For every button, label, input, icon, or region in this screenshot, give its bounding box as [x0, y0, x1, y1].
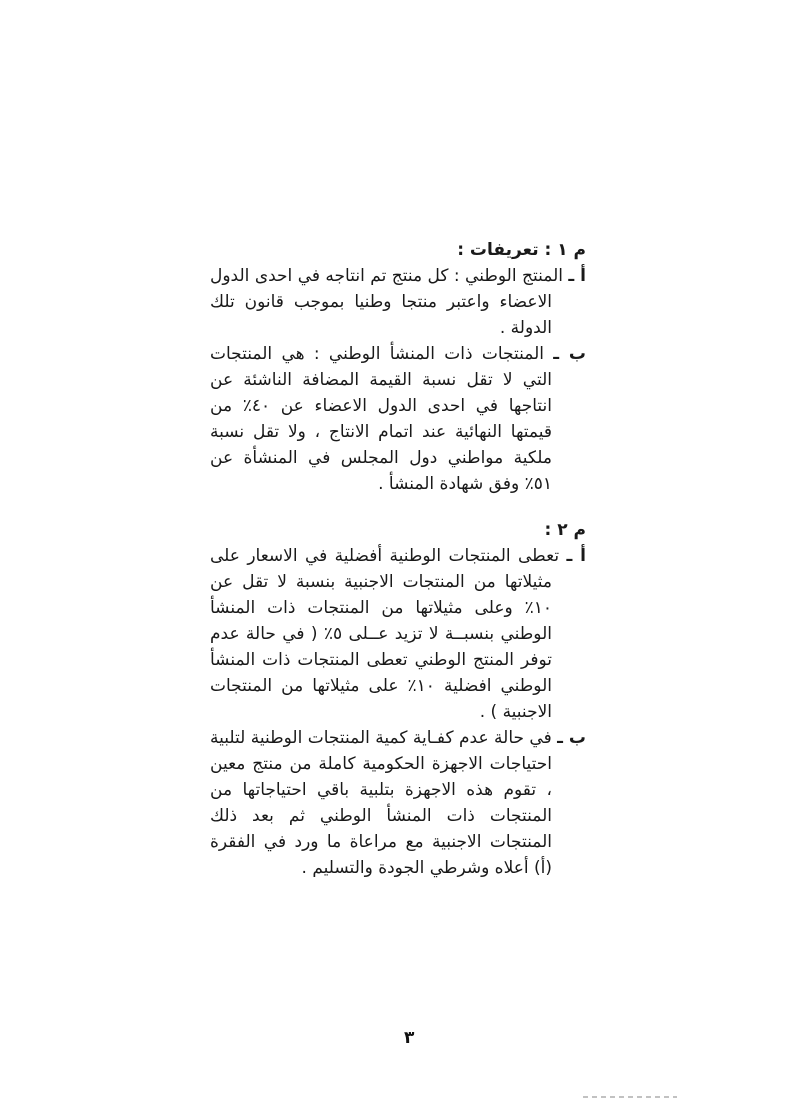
scan-artifact [583, 1096, 677, 1098]
item-text: المنتجات ذات المنشأ الوطني : هي المنتجات التي لا تقل نسبة القيمة المضافة الناشئة عن انتاجها في احدى الدول الاعضاء عن ٤٠٪ من قيمتها النهائية عند اتمام الانتاج ، ولا تقل نسبة ملكية مواطني دول المجلس في المنشأة عن ٥١٪ وفق شهادة المنشأ . [210, 344, 552, 494]
item-text: في حالة عدم كفـاية كمية المنتجات الوطنية لتلبية احتياجات الاجهزة الحكومية كاملة من منتج معين ، تقوم هذه الاجهزة بتلبية باقي احتياجاتها من المنتجات ذات المنشأ الوطني ثم بعد ذلك المنتجات الاجنبية مع مراعاة ما ورد في الفقرة (أ) أعلاه وشرطي الجودة والتسليم . [210, 728, 552, 878]
list-item [210, 341, 586, 497]
article-1-heading: م ١ : تعريفات : [457, 240, 586, 260]
item-text: المنتج الوطني : كل منتج تم انتاجه في احدى الدول الاعضاء واعتبر منتجا وطنيا بموجب قانون تلك الدولة . [210, 266, 563, 338]
list-item [210, 725, 586, 881]
item-marker: ب ـ [553, 344, 587, 364]
section-article-2 [210, 517, 586, 881]
item-marker: أ ـ [566, 546, 586, 566]
item-text: تعطى المنتجات الوطنية أفضلية في الاسعار على مثيلاتها من المنتجات الاجنبية بنسبة لا تقل عن ١٠٪ وعلى مثيلاتها من المنتجات ذات المنشأ الوطني بنسبــة لا تزيد عــلى ٥٪ ( في حالة عدم توفر المنتج الوطني تعطى المنتجات ذات المنشأ الوطني افضلية ١٠٪ على مثيلاتها من المنتجات الاجنبية ) . [210, 546, 560, 722]
list-item [210, 263, 586, 341]
document-content [210, 237, 586, 881]
page-number: ٣ [404, 1028, 415, 1048]
section-article-1 [210, 237, 586, 497]
item-marker: ب ـ [557, 728, 586, 748]
item-marker: أ ـ [568, 266, 586, 286]
list-item [210, 543, 586, 725]
article-2-heading: م ٢ : [544, 520, 586, 540]
